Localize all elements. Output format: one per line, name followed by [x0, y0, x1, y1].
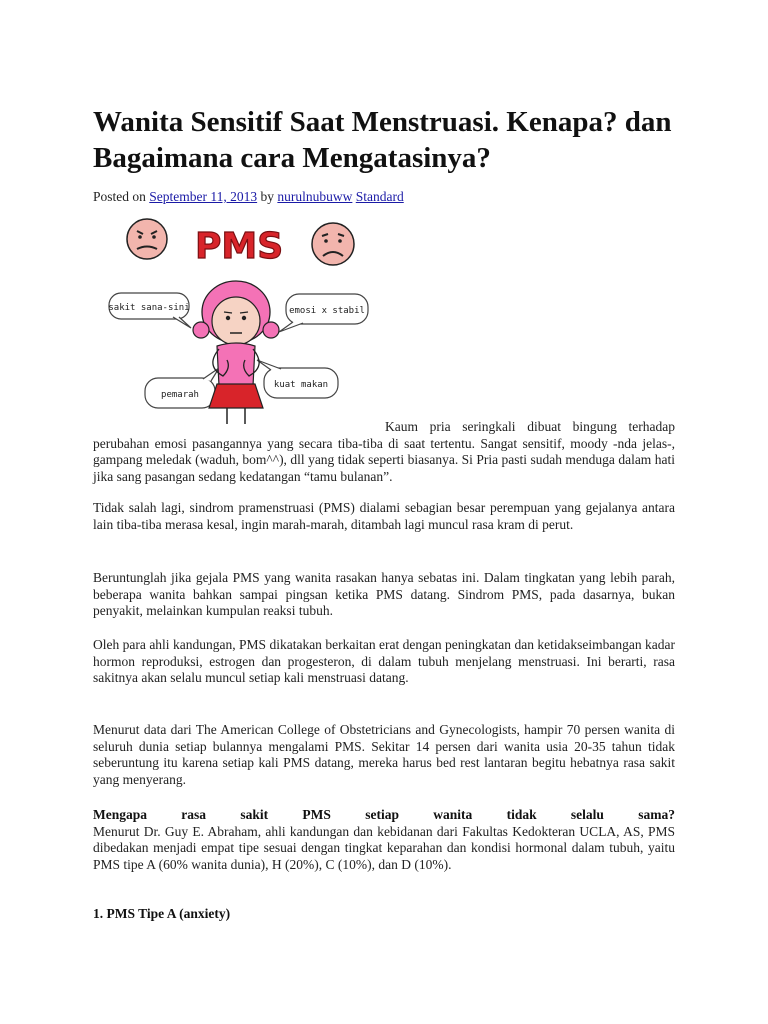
speech-bubble-bottom-left — [145, 368, 219, 408]
question-body: Menurut Dr. Guy E. Abraham, ahli kandungan dan kebidanan dari Fakultas Kedokteran UCLA, AS, PMS dibedakan menjadi empat tipe sesuai dengan tingkat keparahan dan kondisi hormonal dalam tubuh, yaitu PMS tipe A (60% wanita dunia), H (20%), C (10%), dan D (10%). — [93, 823, 675, 872]
speech-bubble-left — [108, 293, 191, 328]
bubble-text: emosi x stabil — [289, 306, 365, 316]
speech-bubble-bottom-right — [257, 360, 338, 398]
posted-on-label: Posted on — [93, 189, 146, 204]
paragraph: Tidak salah lagi, sindrom pramenstruasi (PMS) dialami sebagian besar perempuan yang gejalanya antara lain tiba-tiba merasa kesal, ingin marah-marah, ditambah lagi muncul rasa kram di perut. — [93, 500, 675, 532]
pms-type-a-heading: 1. PMS Tipe A (anxiety) — [93, 906, 231, 921]
post-format-link[interactable]: Standard — [355, 189, 404, 204]
article-title: Wanita Sensitif Saat Menstruasi. Kenapa? dan Bagaimana cara Mengatasinya? — [93, 106, 672, 174]
pms-illustration — [93, 216, 383, 426]
pms-heading-text: PMS — [195, 226, 284, 267]
bubble-text: sakit sana-sini — [108, 303, 190, 313]
pms-illustration-art — [93, 216, 383, 426]
frown-face-icon — [312, 223, 354, 265]
author-link[interactable]: nurulnubuww — [277, 189, 353, 204]
by-label: by — [260, 189, 274, 204]
paragraph: Beruntunglah jika gejala PMS yang wanita rasakan hanya sebatas ini. Dalam tingkatan yang lebih parah, beberapa wanita bahkan sampai pingsan ketika PMS datang. Sindrom PMS, pada dasarnya, bukan penyakit, melainkan kumpulan reaksi tubuh. — [93, 570, 675, 618]
post-meta — [93, 188, 404, 206]
question-paragraph — [93, 807, 675, 873]
post-date-link[interactable]: September 11, 2013 — [149, 189, 258, 204]
question-heading: Mengapa rasa sakit PMS setiap wanita tidak selalu sama? — [93, 807, 675, 822]
paragraph: Kaum pria seringkali dibuat bingung terhadap perubahan emosi pasangannya yang secara tiba-tiba di saat tertentu. Sangat sensitif, moody -nda jelas-, gampang meledak (waduh, bom^^), dll yang tidak seperti biasanya. Si Pria pasti sudah menduga dalam hati jika sang pasangan sedang kedatangan “tamu bulanan”. — [93, 419, 675, 484]
paragraph: Oleh para ahli kandungan, PMS dikatakan berkaitan erat dengan peningkatan dan ketidakseimbangan kadar hormon reproduksi, estrogen dan progesteron, di dalam tubuh menjelang menstruasi. Ini berarti, rasa sakitnya akan selalu muncul setiap kali menstruasi datang. — [93, 637, 675, 685]
bubble-text: pemarah — [161, 390, 199, 400]
paragraph: Menurut data dari The American College of Obstetricians and Gynecologists, hampir 70 persen wanita di seluruh dunia setiap bulannya mengalami PMS. Sekitar 14 persen dari wanita usia 20-35 tahun tidak seberuntung itu karena setiap kali PMS datang, mereka harus bed rest lantaran begitu hebatnya rasa sakit yang menyerang. — [93, 722, 675, 787]
bubble-text: kuat makan — [273, 380, 329, 390]
sad-face-icon — [127, 219, 167, 259]
speech-bubble-right — [279, 294, 368, 332]
